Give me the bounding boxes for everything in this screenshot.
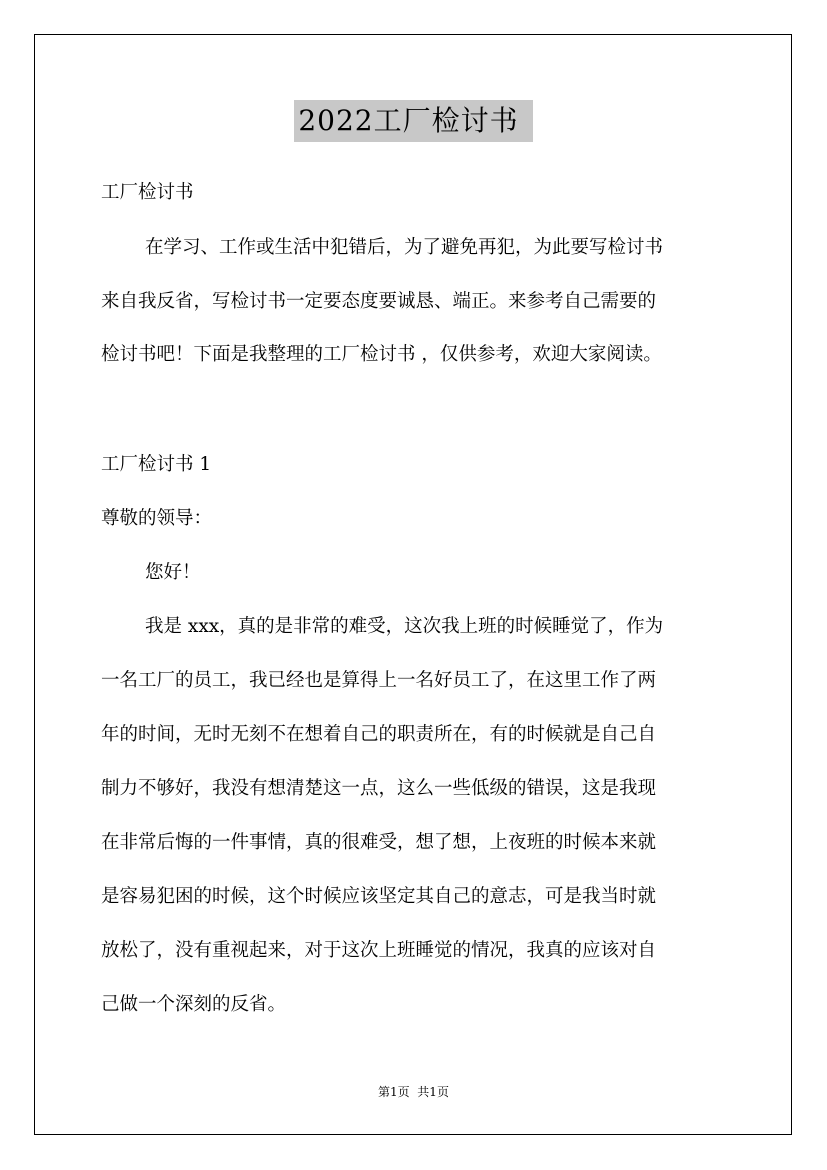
greeting: 您好！ [145,562,201,583]
intro-line-1: 在学习、工作或生活中犯错后，为了避免再犯，为此要写检讨书 [145,237,664,258]
body-line-7: 放松了，没有重视起来，对于这次上班睡觉的情况，我真的应该对自 [101,940,657,961]
title-container [0,100,827,142]
body-line-4: 制力不够好，我没有想清楚这一点，这么一些低级的错误，这是我现 [101,778,657,799]
intro-line-3: 检讨书吧！下面是我整理的工厂检讨书 ，仅供参考，欢迎大家阅读。 [101,344,662,365]
body-line-5: 在非常后悔的一件事情，真的很难受，想了想，上夜班的时候本来就 [101,832,657,853]
section-heading: 工厂检讨书 1 [101,454,212,475]
body-line-2: 一名工厂的员工，我已经也是算得上一名好员工了，在这里工作了两 [101,670,657,691]
document-title: 2022工厂检讨书 [294,100,532,142]
salutation: 尊敬的领导： [101,508,213,529]
page-number-footer: 第1页 共1页 [378,1085,449,1099]
body-line-3: 年的时间，无时无刻不在想着自己的职责所在，有的时候就是自己自 [101,724,657,745]
intro-line-2: 来自我反省，写检讨书一定要态度要诚恳、端正。来参考自己需要的 [101,291,657,312]
body-line-6: 是容易犯困的时候，这个时候应该坚定其自己的意志，可是我当时就 [101,886,657,907]
body-line-8: 己做一个深刻的反省。 [101,994,287,1015]
body-line-1: 我是 xxx，真的是非常的难受，这次我上班的时候睡觉了，作为 [145,616,664,637]
document-subtitle: 工厂检讨书 [101,182,194,203]
